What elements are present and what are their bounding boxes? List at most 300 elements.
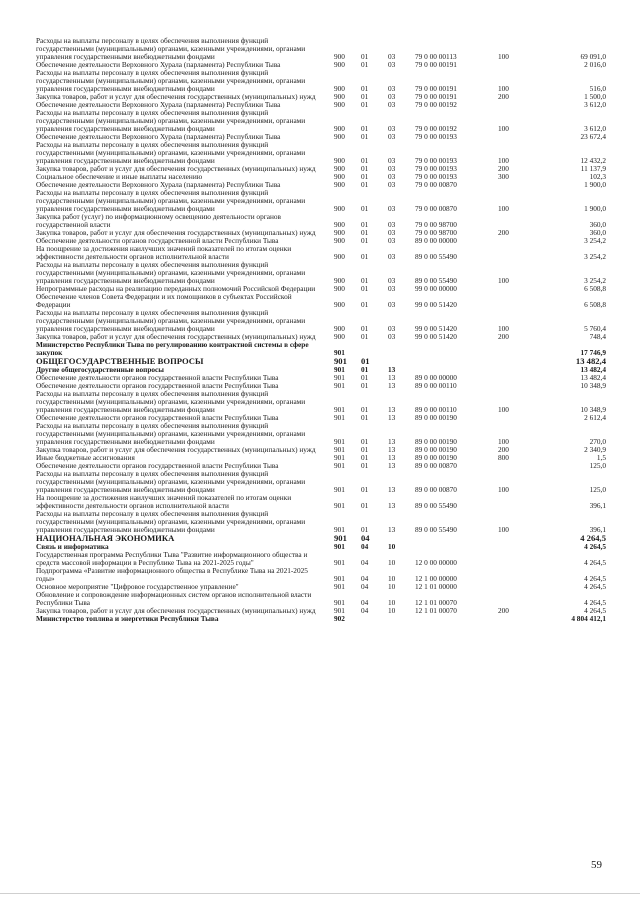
row-rz-code: 01	[361, 181, 369, 189]
row-pr-code: 13	[388, 381, 396, 390]
row-cs-code: 79 0 00 00870	[415, 181, 457, 189]
row-rz-code: 01	[361, 461, 369, 470]
row-rz-code: 04	[361, 582, 369, 591]
row-name: Закупка работ (услуг) по информационному освещению деятельности органов государственной власти	[36, 213, 283, 229]
row-gr-code: 900	[334, 125, 345, 133]
row-rz-code: 04	[361, 574, 369, 583]
row-cs-code: 79 0 00 00191	[415, 61, 457, 69]
row-rz-code: 04	[361, 558, 369, 567]
row-rz-code: 01	[361, 61, 369, 69]
row-name: Обеспечение деятельности органов государственной власти Республики Тыва	[36, 237, 279, 245]
table-row	[36, 615, 606, 623]
row-cs-code: 89 0 00 00000	[415, 373, 457, 382]
table-row	[36, 237, 606, 245]
row-cs-code: 89 0 00 00190	[415, 453, 457, 462]
row-amount: 125,0	[589, 485, 606, 494]
row-pr-code: 03	[388, 157, 396, 165]
row-pr-code: 13	[388, 373, 396, 382]
row-rz-code: 01	[361, 277, 369, 285]
row-gr-code: 900	[334, 229, 345, 237]
row-pr-code: 13	[388, 485, 396, 494]
table-row	[36, 245, 606, 261]
row-amount: 1 900,0	[584, 205, 606, 213]
row-name: Расходы на выплаты персоналу в целях обеспечения выполнения функций государственными (муниципальными) органами, казенными учреждениями, органами управления государственными внебюджетными фондами	[36, 261, 308, 285]
table-row	[36, 591, 606, 607]
row-pr-code: 03	[388, 61, 396, 69]
row-pr-code: 03	[388, 173, 396, 181]
row-name: Обеспечение деятельности органов государственной власти Республики Тыва	[36, 461, 279, 470]
row-name: Министерство топлива и энергетики Республики Тыва	[36, 614, 219, 623]
row-gr-code: 901	[334, 365, 345, 374]
row-amount: 3 254,2	[584, 277, 606, 285]
table-row	[36, 141, 606, 165]
row-name: Закупка товаров, работ и услуг для обеспечения государственных (муниципальных) нужд	[36, 606, 316, 615]
row-cs-code: 89 0 00 00870	[415, 461, 457, 470]
row-pr-code: 03	[388, 205, 396, 213]
row-vr-code: 100	[498, 485, 509, 494]
row-vr-code: 200	[498, 445, 509, 454]
row-amount: 516,0	[589, 85, 606, 93]
row-gr-code: 900	[334, 285, 345, 293]
row-amount: 4 264,5	[584, 574, 606, 583]
row-cs-code: 12 1 00 00000	[415, 574, 457, 583]
row-amount: 1,5	[596, 453, 606, 462]
row-name: Министерство Республики Тыва по регулированию контрактной системы в сфере закупок	[36, 341, 311, 357]
row-cs-code: 89 0 00 00110	[415, 405, 457, 414]
table-row	[36, 422, 606, 446]
row-pr-code: 03	[388, 333, 396, 341]
row-amount: 396,1	[589, 525, 606, 534]
row-gr-code: 900	[334, 181, 345, 189]
row-rz-code: 01	[361, 357, 370, 366]
row-cs-code: 12 0 00 00000	[415, 558, 457, 567]
table-row	[36, 462, 606, 470]
row-amount: 3 254,2	[584, 237, 606, 245]
row-amount: 12 432,2	[580, 157, 606, 165]
row-name: Государственная программа Республики Тыва "Развитие информационного общества и средств массовой информации в Республике Тыва на 2021-2025 годы"	[36, 550, 310, 567]
row-cs-code: 79 0 00 00191	[415, 85, 457, 93]
row-gr-code: 900	[334, 61, 345, 69]
table-row	[36, 293, 606, 309]
row-pr-code: 03	[388, 301, 396, 309]
row-name: Расходы на выплаты персоналу в целях обеспечения выполнения функций государственными (муниципальными) органами, казенными учреждениями, органами управления государственными внебюджетными фондами	[36, 309, 308, 333]
row-amount: 360,0	[589, 229, 606, 237]
row-name: НАЦИОНАЛЬНАЯ ЭКОНОМИКА	[36, 533, 175, 543]
row-pr-code: 03	[388, 85, 396, 93]
row-rz-code: 01	[361, 413, 369, 422]
row-rz-code: 01	[361, 445, 369, 454]
row-amount: 1 500,0	[584, 93, 606, 101]
row-pr-code: 13	[388, 365, 396, 374]
row-rz-code: 01	[361, 93, 369, 101]
table-row	[36, 285, 606, 293]
row-pr-code: 03	[388, 253, 396, 261]
table-row	[36, 261, 606, 285]
row-rz-code: 01	[361, 325, 369, 333]
row-cs-code: 79 0 00 00192	[415, 101, 457, 109]
row-name: Подпрограмма «Развитие информационного общества в Республике Тыва на 2021-2025 годы»	[36, 566, 310, 583]
row-vr-code: 100	[498, 437, 509, 446]
table-row	[36, 181, 606, 189]
row-name: Расходы на выплаты персоналу в целях обеспечения выполнения функций государственными (муниципальными) органами, казенными учреждениями, органами управления государственными внебюджетными фондами	[36, 69, 308, 93]
row-pr-code: 03	[388, 53, 396, 61]
row-pr-code: 13	[388, 405, 396, 414]
table-row	[36, 607, 606, 615]
table-row	[36, 93, 606, 101]
row-rz-code: 01	[361, 301, 369, 309]
row-rz-code: 01	[361, 365, 369, 374]
table-row	[36, 583, 606, 591]
row-gr-code: 900	[334, 157, 345, 165]
row-vr-code: 100	[498, 525, 509, 534]
row-gr-code: 900	[334, 221, 345, 229]
budget-table	[36, 37, 606, 623]
row-cs-code: 12 1 01 00070	[415, 606, 457, 615]
row-gr-code: 901	[334, 405, 345, 414]
row-cs-code: 99 0 00 51420	[415, 325, 457, 333]
table-row	[36, 382, 606, 390]
row-gr-code: 901	[334, 574, 345, 583]
row-cs-code: 79 0 00 00193	[415, 133, 457, 141]
row-name: Обеспечение деятельности Верховного Хурала (парламента) Республики Тыва	[36, 101, 281, 109]
row-pr-code: 03	[388, 325, 396, 333]
row-gr-code: 902	[334, 614, 345, 623]
row-gr-code: 900	[334, 101, 345, 109]
row-amount: 2 016,0	[584, 61, 606, 69]
row-gr-code: 900	[334, 333, 345, 341]
row-pr-code: 03	[388, 125, 396, 133]
row-pr-code: 10	[388, 606, 396, 615]
row-cs-code: 99 0 00 00000	[415, 285, 457, 293]
row-amount: 4 264,5	[584, 542, 606, 551]
row-rz-code: 01	[361, 205, 369, 213]
row-cs-code: 89 0 00 00870	[415, 485, 457, 494]
row-rz-code: 01	[361, 485, 369, 494]
row-gr-code: 900	[334, 205, 345, 213]
row-name: Непрограммные расходы на реализацию переданных полномочий Российской Федерации	[36, 285, 316, 293]
row-pr-code: 13	[388, 445, 396, 454]
table-row	[36, 133, 606, 141]
row-rz-code: 01	[361, 237, 369, 245]
table-row	[36, 390, 606, 414]
row-name: Социальное обеспечение и иные выплаты населению	[36, 173, 203, 181]
row-name: Расходы на выплаты персоналу в целях обеспечения выполнения функций государственными (муниципальными) органами, казенными учреждениями, органами управления государственными внебюджетными фондами	[36, 469, 308, 494]
row-name: Расходы на выплаты персоналу в целях обеспечения выполнения функций государственными (муниципальными) органами, казенными учреждениями, органами управления государственными внебюджетными фондами	[36, 421, 308, 446]
row-vr-code: 100	[498, 325, 509, 333]
table-row	[36, 494, 606, 510]
row-rz-code: 01	[361, 501, 369, 510]
row-amount: 3 612,0	[584, 125, 606, 133]
row-rz-code: 01	[361, 453, 369, 462]
row-name: Обеспечение деятельности Верховного Хурала (парламента) Республики Тыва	[36, 133, 281, 141]
row-name: На поощрение за достижения наилучших значений показателей по итогам оценки эффективности деятельности органов исполнительной власти	[36, 493, 293, 510]
row-cs-code: 99 0 00 51420	[415, 333, 457, 341]
row-cs-code: 79 0 00 00193	[415, 165, 457, 173]
table-row	[36, 567, 606, 583]
row-pr-code: 13	[388, 461, 396, 470]
row-name: Основное мероприятие "Цифровое государственное управление"	[36, 582, 239, 591]
table-row	[36, 173, 606, 181]
row-rz-code: 01	[361, 53, 369, 61]
row-gr-code: 901	[334, 606, 345, 615]
row-cs-code: 79 0 00 00191	[415, 93, 457, 101]
row-gr-code: 900	[334, 277, 345, 285]
row-amount: 125,0	[589, 461, 606, 470]
row-rz-code: 01	[361, 381, 369, 390]
row-rz-code: 01	[361, 285, 369, 293]
table-row	[36, 414, 606, 422]
row-gr-code: 900	[334, 133, 345, 141]
row-pr-code: 03	[388, 221, 396, 229]
row-gr-code: 900	[334, 165, 345, 173]
row-amount: 13 482,4	[580, 365, 606, 374]
table-row	[36, 165, 606, 173]
row-gr-code: 900	[334, 53, 345, 61]
row-name: Закупка товаров, работ и услуг для обеспечения государственных (муниципальных) нужд	[36, 93, 316, 101]
row-vr-code: 200	[498, 165, 509, 173]
row-amount: 6 508,8	[584, 301, 606, 309]
row-pr-code: 03	[388, 285, 396, 293]
row-rz-code: 01	[361, 333, 369, 341]
row-vr-code: 200	[498, 93, 509, 101]
row-pr-code: 03	[388, 181, 396, 189]
row-gr-code: 901	[334, 381, 345, 390]
row-vr-code: 100	[498, 53, 509, 61]
table-row	[36, 470, 606, 494]
row-amount: 17 746,9	[580, 349, 606, 357]
table-row	[36, 510, 606, 534]
row-cs-code: 12 1 01 00000	[415, 582, 457, 591]
table-row	[36, 69, 606, 93]
row-cs-code: 89 0 00 55490	[415, 253, 457, 261]
table-row	[36, 61, 606, 69]
table-row	[36, 374, 606, 382]
row-pr-code: 03	[388, 229, 396, 237]
row-gr-code: 900	[334, 85, 345, 93]
row-amount: 5 760,4	[584, 325, 606, 333]
row-vr-code: 100	[498, 85, 509, 93]
row-amount: 4 264,5	[584, 582, 606, 591]
row-rz-code: 01	[361, 437, 369, 446]
row-rz-code: 01	[361, 405, 369, 414]
row-gr-code: 901	[334, 349, 345, 357]
row-gr-code: 901	[334, 461, 345, 470]
row-cs-code: 89 0 00 55490	[415, 501, 457, 510]
row-name: Расходы на выплаты персоналу в целях обеспечения выполнения функций государственными (муниципальными) органами, казенными учреждениями, органами управления государственными внебюджетными фондами	[36, 389, 308, 414]
row-cs-code: 89 0 00 55490	[415, 277, 457, 285]
row-gr-code: 901	[334, 357, 347, 366]
row-amount: 4 264,5	[580, 533, 606, 543]
row-pr-code: 13	[388, 413, 396, 422]
row-cs-code: 89 0 00 00110	[415, 381, 457, 390]
table-row	[36, 309, 606, 333]
row-name: Обеспечение деятельности Верховного Хурала (парламента) Республики Тыва	[36, 61, 281, 69]
row-name: Расходы на выплаты персоналу в целях обеспечения выполнения функций государственными (муниципальными) органами, казенными учреждениями, органами управления государственными внебюджетными фондами	[36, 37, 308, 61]
row-cs-code: 89 0 00 55490	[415, 525, 457, 534]
row-name: Обеспечение деятельности Верховного Хурала (парламента) Республики Тыва	[36, 181, 281, 189]
row-amount: 270,0	[589, 437, 606, 446]
row-gr-code: 901	[334, 598, 345, 607]
row-amount: 11 137,9	[580, 165, 606, 173]
table-row	[36, 333, 606, 341]
row-gr-code: 901	[334, 558, 345, 567]
row-name: Расходы на выплаты персоналу в целях обеспечения выполнения функций государственными (муниципальными) органами, казенными учреждениями, органами управления государственными внебюджетными фондами	[36, 509, 308, 534]
row-gr-code: 900	[334, 237, 345, 245]
row-cs-code: 79 0 00 00193	[415, 173, 457, 181]
table-row	[36, 109, 606, 133]
row-amount: 4 264,5	[584, 606, 606, 615]
row-gr-code: 901	[334, 437, 345, 446]
row-cs-code: 79 0 00 00192	[415, 125, 457, 133]
row-name: Обеспечение деятельности органов государственной власти Республики Тыва	[36, 373, 279, 382]
row-amount: 13 482,4	[580, 373, 606, 382]
row-cs-code: 12 1 01 00070	[415, 598, 457, 607]
row-amount: 4 264,5	[584, 598, 606, 607]
row-rz-code: 01	[361, 253, 369, 261]
row-cs-code: 89 0 00 00190	[415, 445, 457, 454]
table-row	[36, 189, 606, 213]
table-row	[36, 229, 606, 237]
row-name: Иные бюджетные ассигнования	[36, 453, 135, 462]
row-amount: 6 508,8	[584, 285, 606, 293]
row-rz-code: 01	[361, 373, 369, 382]
row-gr-code: 901	[334, 373, 345, 382]
row-name: Закупка товаров, работ и услуг для обеспечения государственных (муниципальных) нужд	[36, 333, 316, 341]
row-amount: 3 254,2	[584, 253, 606, 261]
row-cs-code: 89 0 00 00190	[415, 413, 457, 422]
row-name: Обновление и сопровождение информационных систем органов исполнительной власти Республики Тыва	[36, 590, 314, 607]
row-gr-code: 901	[334, 533, 347, 543]
row-name: Закупка товаров, работ и услуг для обеспечения государственных (муниципальных) нужд	[36, 229, 316, 237]
row-cs-code: 89 0 00 00190	[415, 437, 457, 446]
row-vr-code: 200	[498, 229, 509, 237]
row-gr-code: 901	[334, 453, 345, 462]
row-gr-code: 901	[334, 485, 345, 494]
table-row	[36, 366, 606, 374]
row-amount: 69 091,0	[580, 53, 606, 61]
row-pr-code: 03	[388, 277, 396, 285]
row-pr-code: 10	[388, 582, 396, 591]
row-rz-code: 01	[361, 165, 369, 173]
row-rz-code: 01	[361, 133, 369, 141]
row-pr-code: 10	[388, 558, 396, 567]
row-name: Закупка товаров, работ и услуг для обеспечения государственных (муниципальных) нужд	[36, 445, 316, 454]
table-row	[36, 454, 606, 462]
row-rz-code: 04	[361, 533, 370, 543]
row-vr-code: 100	[498, 157, 509, 165]
row-name: Обеспечение деятельности органов государственной власти Республики Тыва	[36, 413, 279, 422]
row-vr-code: 100	[498, 205, 509, 213]
row-rz-code: 01	[361, 85, 369, 93]
row-name: Расходы на выплаты персоналу в целях обеспечения выполнения функций государственными (муниципальными) органами, казенными учреждениями, органами управления государственными внебюджетными фондами	[36, 141, 308, 165]
row-gr-code: 900	[334, 301, 345, 309]
bottom-rule	[0, 893, 640, 894]
row-pr-code: 13	[388, 437, 396, 446]
row-cs-code: 79 0 00 98700	[415, 229, 457, 237]
row-name: ОБЩЕГОСУДАРСТВЕННЫЕ ВОПРОСЫ	[36, 357, 204, 366]
row-cs-code: 79 0 00 98700	[415, 221, 457, 229]
row-rz-code: 01	[361, 221, 369, 229]
table-row	[36, 446, 606, 454]
row-gr-code: 900	[334, 325, 345, 333]
row-vr-code: 300	[498, 173, 509, 181]
row-cs-code: 79 0 00 00193	[415, 157, 457, 165]
row-name: На поощрение за достижения наилучших значений показателей по итогам оценки эффективности деятельности органов исполнительной власти	[36, 245, 293, 261]
row-amount: 748,4	[589, 333, 606, 341]
row-amount: 4 264,5	[584, 558, 606, 567]
row-pr-code: 03	[388, 237, 396, 245]
row-amount: 10 348,9	[580, 381, 606, 390]
row-rz-code: 04	[361, 542, 369, 551]
row-vr-code: 100	[498, 405, 509, 414]
row-name: Обеспечение деятельности органов государственной власти Республики Тыва	[36, 381, 279, 390]
row-vr-code: 800	[498, 453, 509, 462]
row-amount: 2 340,9	[584, 445, 606, 454]
row-amount: 1 900,0	[584, 181, 606, 189]
row-pr-code: 13	[388, 453, 396, 462]
row-cs-code: 89 0 00 00000	[415, 237, 457, 245]
row-gr-code: 901	[334, 413, 345, 422]
row-pr-code: 10	[388, 574, 396, 583]
row-rz-code: 01	[361, 125, 369, 133]
row-cs-code: 79 0 00 00870	[415, 205, 457, 213]
row-rz-code: 04	[361, 606, 369, 615]
row-pr-code: 03	[388, 101, 396, 109]
row-pr-code: 03	[388, 133, 396, 141]
row-vr-code: 200	[498, 606, 509, 615]
row-amount: 396,1	[589, 501, 606, 510]
table-row	[36, 213, 606, 229]
row-amount: 4 804 412,1	[571, 614, 606, 623]
table-row	[36, 341, 606, 357]
row-cs-code: 99 0 00 51420	[415, 301, 457, 309]
table-row	[36, 551, 606, 567]
row-gr-code: 900	[334, 253, 345, 261]
row-pr-code: 13	[388, 501, 396, 510]
table-row	[36, 37, 606, 61]
row-vr-code: 200	[498, 333, 509, 341]
row-pr-code: 10	[388, 598, 396, 607]
row-amount: 2 612,4	[584, 413, 606, 422]
row-pr-code: 03	[388, 165, 396, 173]
row-name: Расходы на выплаты персоналу в целях обеспечения выполнения функций государственными (муниципальными) органами, казенными учреждениями, органами управления государственными внебюджетными фондами	[36, 189, 308, 213]
row-amount: 10 348,9	[580, 405, 606, 414]
row-gr-code: 901	[334, 501, 345, 510]
row-amount: 13 482,4	[575, 357, 606, 366]
row-gr-code: 901	[334, 525, 345, 534]
row-vr-code: 100	[498, 277, 509, 285]
row-rz-code: 01	[361, 101, 369, 109]
row-gr-code: 901	[334, 582, 345, 591]
table-row	[36, 101, 606, 109]
row-pr-code: 03	[388, 93, 396, 101]
row-pr-code: 13	[388, 525, 396, 534]
row-vr-code: 100	[498, 125, 509, 133]
row-amount: 360,0	[589, 221, 606, 229]
table-row	[36, 534, 606, 543]
row-rz-code: 01	[361, 173, 369, 181]
row-name: Другие общегосударственные вопросы	[36, 365, 164, 374]
row-gr-code: 900	[334, 173, 345, 181]
row-name: Расходы на выплаты персоналу в целях обеспечения выполнения функций государственными (муниципальными) органами, казенными учреждениями, органами управления государственными внебюджетными фондами	[36, 109, 308, 133]
row-name: Связь и информатика	[36, 542, 109, 551]
row-rz-code: 01	[361, 157, 369, 165]
row-amount: 23 672,4	[580, 133, 606, 141]
row-name: Закупка товаров, работ и услуг для обеспечения государственных (муниципальных) нужд	[36, 165, 316, 173]
row-cs-code: 79 0 00 00113	[415, 53, 457, 61]
table-row	[36, 543, 606, 551]
row-gr-code: 900	[334, 93, 345, 101]
